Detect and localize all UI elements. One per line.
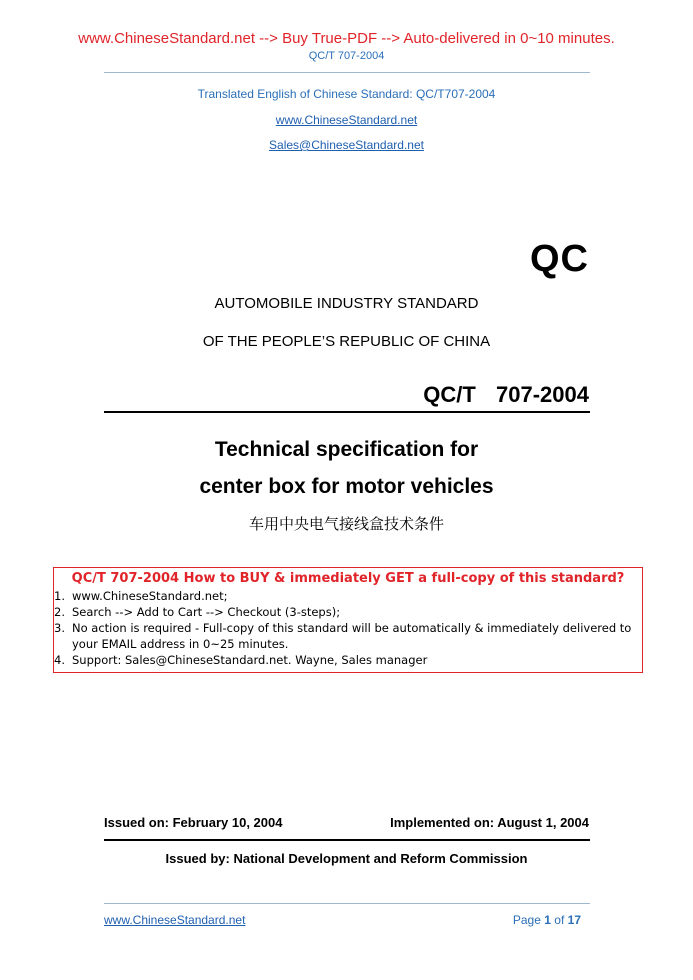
website-link-wrap bbox=[0, 111, 693, 129]
list-item-text: No action is required - Full-copy of this standard will be automatically & immediately delivered to your EMAIL address in 0~25 minutes. bbox=[72, 621, 632, 651]
qc-logo: QC bbox=[530, 238, 589, 280]
header-divider bbox=[104, 72, 590, 73]
footer-divider bbox=[104, 903, 590, 904]
list-item-number: 3. bbox=[54, 621, 65, 635]
top-banner[interactable]: www.ChineseStandard.net --> Buy True-PDF --> Auto-delivered in 0~10 minutes. bbox=[78, 30, 615, 47]
document-title-chinese: 车用中央电气接线盒技术条件 bbox=[248, 515, 444, 533]
email-link-wrap bbox=[0, 136, 693, 154]
footer-website-link[interactable]: www.ChineseStandard.net bbox=[104, 913, 246, 927]
issued-date: Issued on: February 10, 2004 bbox=[104, 815, 283, 830]
page-label: Page bbox=[512, 913, 541, 927]
list-item bbox=[54, 620, 642, 652]
list-item-text: Search --> Add to Cart --> Checkout (3-steps); bbox=[72, 605, 341, 619]
list-item bbox=[54, 588, 642, 604]
list-item-text[interactable]: www.ChineseStandard.net; bbox=[72, 589, 228, 603]
page-of: of bbox=[554, 913, 565, 927]
standard-category-line1: AUTOMOBILE INDUSTRY STANDARD bbox=[214, 295, 479, 312]
page-current: 1 bbox=[544, 913, 551, 927]
standard-category-line2: OF THE PEOPLE’S REPUBLIC OF CHINA bbox=[202, 333, 491, 350]
translation-title: Translated English of Chinese Standard: QC/T707-2004 bbox=[197, 87, 496, 101]
issuing-authority: Issued by: National Development and Reform Commission bbox=[165, 851, 528, 866]
dates-divider bbox=[104, 839, 590, 841]
list-item-number: 4. bbox=[54, 653, 65, 667]
standard-code: QC/T 707-2004 bbox=[423, 382, 589, 407]
website-link[interactable]: www.ChineseStandard.net bbox=[275, 113, 418, 127]
list-item-number: 1. bbox=[54, 589, 65, 603]
list-item bbox=[54, 652, 642, 668]
email-link[interactable]: Sales@ChineseStandard.net bbox=[269, 138, 424, 152]
list-item-text: Support: Sales@ChineseStandard.net. Wayne, Sales manager bbox=[72, 653, 428, 667]
purchase-steps-list bbox=[54, 588, 642, 668]
list-item bbox=[54, 604, 642, 620]
document-title-line1: Technical specification for bbox=[214, 438, 479, 461]
purchase-info-box bbox=[53, 567, 643, 673]
purchase-heading: QC/T 707-2004 How to BUY & immediately GET a full-copy of this standard? bbox=[71, 571, 625, 586]
header-standard-code: QC/T 707-2004 bbox=[308, 50, 385, 62]
document-title-line2: center box for motor vehicles bbox=[199, 475, 494, 498]
code-divider bbox=[104, 411, 590, 413]
implemented-date: Implemented on: August 1, 2004 bbox=[390, 815, 589, 830]
page-number bbox=[513, 913, 581, 927]
list-item-number: 2. bbox=[54, 605, 65, 619]
page-total: 17 bbox=[567, 913, 581, 927]
